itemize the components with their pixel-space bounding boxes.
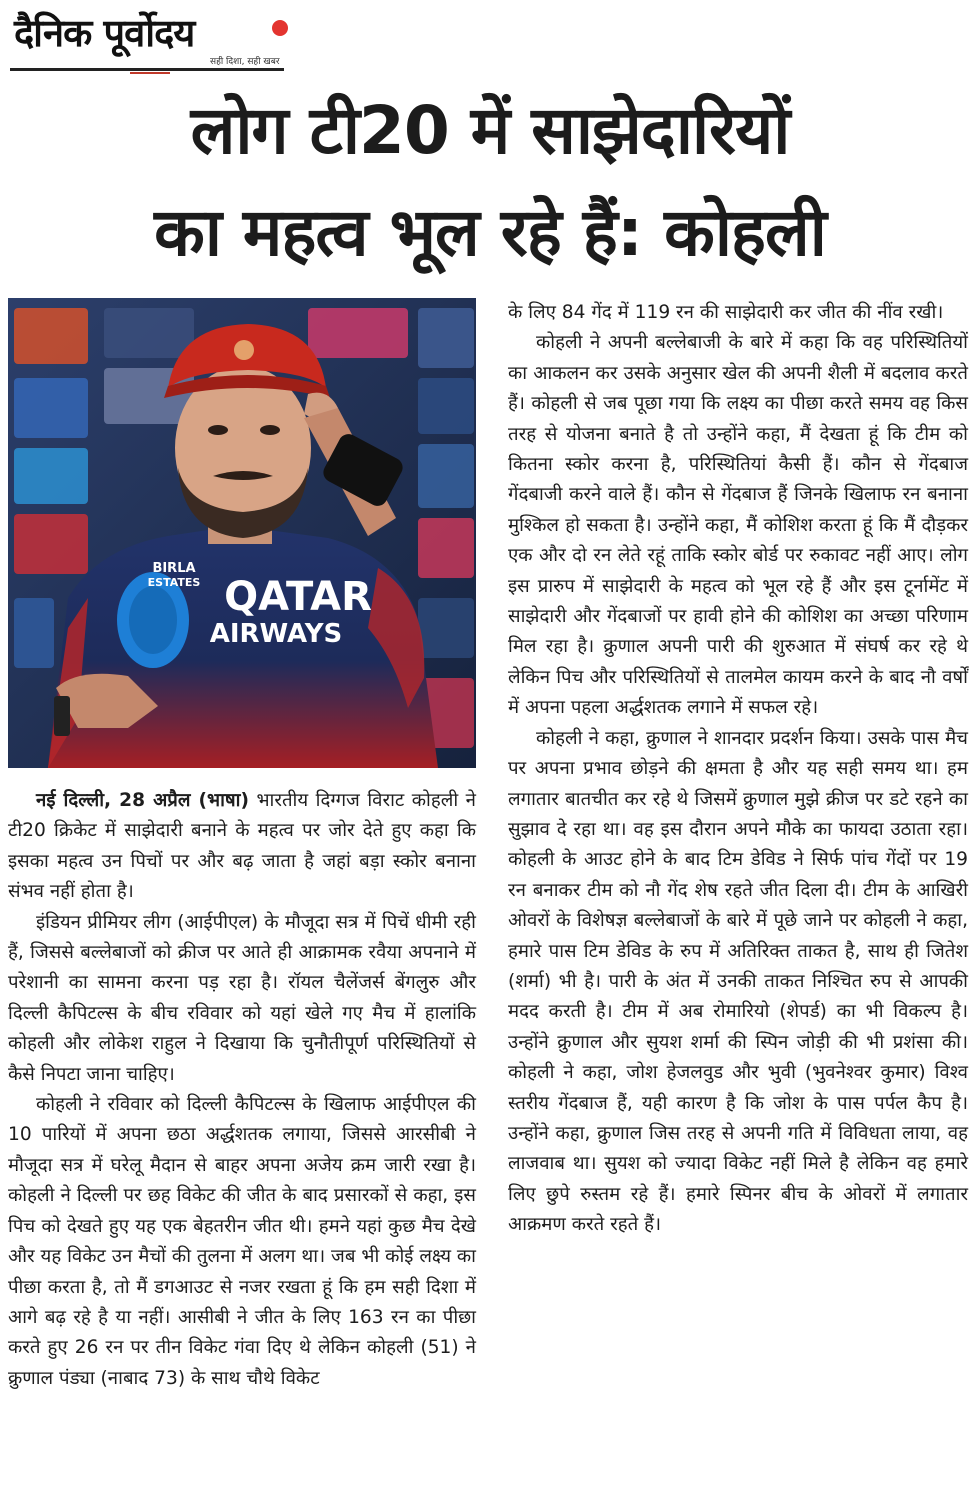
article-paragraph: इंडियन प्रीमियर लीग (आईपीएल) के मौजूदा सत्र में पिचें धीमी रही हैं, जिससे बल्लेबाजों को क्रीज पर आते ही आक्रामक रवैया अपनाने में परेशानी का सामना करना पड़ रहा है। रॉयल चैलेंजर्स बेंगलुरु और दिल्ली कैपिटल्स के बीच रविवार को यहां खेले गए मैच में हालांकि कोहली और लोकेश राहुल ने दिखाया कि चुनौतीपूर्ण परिस्थितियों से कैसे निपटा जाना चाहिए। xyxy=(8,911,476,1085)
newspaper-logo: दैनिक पूर्वोदय xyxy=(14,11,195,55)
headline-line-1: लोग टी20 में साझेदारियों xyxy=(190,92,790,169)
logo-dot-icon xyxy=(272,20,288,36)
paragraph-text: भारतीय दिग्गज विराट कोहली ने टी20 क्रिकेट में साझेदारी बनाने के महत्व पर जोर देते हुए कहा कि इसका महत्व उन पिचों पर और बढ़ जाता है जहां बड़ा स्कोर बनाना संभव नहीं होता है। xyxy=(8,790,477,903)
headline-line-2: का महत्व भूल रहे हैं: कोहली xyxy=(154,194,826,271)
masthead-rule xyxy=(10,68,284,71)
article-paragraph xyxy=(8,786,476,908)
article-paragraph: के लिए 84 गेंद में 119 रन की साझेदारी कर जीत की नींव रखी। xyxy=(508,302,944,323)
jersey xyxy=(48,530,438,768)
tagline: सही दिशा, सही खबर xyxy=(210,57,280,67)
right-eye xyxy=(260,425,280,435)
article-paragraph: कोहली ने अपनी बल्लेबाजी के बारे में कहा कि वह परिस्थितियों का आकलन कर उसके अनुसार खेल की अपनी शैली में बदलाव करते हैं। कोहली से जब पूछा गया कि लक्ष्य का पीछा करते समय वह किस तरह से योजना बनाते है तो उन्होंने कहा, मैं देखता हूं कि टीम को कितना स्कोर करना है, परिस्थितियां कैसी हैं। कौन से गेंदबाज गेंदबाजी करने वाले हैं। कौन से गेंदबाज हैं जिनके खिलाफ रन बनाना मुश्किल हो सकता है। उन्होंने कहा, मैं कोशिश करता हूं कि मैं दौड़कर एक और दो रन लेते रहूं ताकि स्कोर बोर्ड पर रुकावट नहीं आए। लोग इस प्रारुप में साझेदारी के महत्व को भूल रहे हैं और इस टूर्नामेंट में साझेदारी और गेंदबाजों पर हावी होने की कोशिश का अच्छा परिणाम मिल रहा है। क्रुणाल अपनी पारी की शुरुआत में संघर्ष कर रहे थे लेकिन पिच और परिस्थितियों से तालमेल कायम करने के बाद नौ वर्षों में अपना पहला अर्द्धशतक लगाने में सफल रहे। xyxy=(508,332,968,719)
sponsor-text-line-2: AIRWAYS xyxy=(209,619,343,649)
article-paragraph: कोहली ने रविवार को दिल्ली कैपिटल्स के खिलाफ आईपीएल की 10 पारियों में अपना छठा अर्द्धशतक लगाया, जिससे आरसीबी ने मौजूदा सत्र में घरेलू मैदान से बाहर अपना अजेय क्रम जारी रखा है। कोहली ने दिल्ली पर छह विकेट की जीत के बाद प्रसारकों से कहा, इस पिच को देखते हुए यह एक बेहतरीन जीत थी। हमने यहां कुछ मैच देखे और यह विकेट उन मैचों की तुलना में अलग था। जब भी कोई लक्ष्य का पीछा करता है, तो मैं डगआउट से नजर रखता हूं कि हम सही दिशा में आगे बढ़ रहे है या नहीं। आसीबी ने जीत के लिए 163 रन का पीछा करते हुए 26 रन पर तीन विकेट गंवा दिए थे लेकिन कोहली (51) ने क्रुणाल पंड्या (नाबाद 73) के साथ चौथे विकेट xyxy=(8,1094,477,1389)
masthead-accent-rule xyxy=(130,72,170,74)
article-column-left xyxy=(8,786,476,1394)
left-eye xyxy=(208,425,228,435)
watch xyxy=(54,696,70,736)
article-photo xyxy=(8,298,476,768)
sponsor-text-line-1: QATAR xyxy=(224,574,372,620)
chest-logo-line-2: ESTATES xyxy=(147,576,201,589)
cap-logo-icon xyxy=(234,340,254,360)
player-photo-illustration xyxy=(8,298,476,768)
article-paragraph: कोहली ने कहा, क्रुणाल ने शानदार प्रदर्शन किया। उसके पास मैच पर अपना प्रभाव छोड़ने की क्षमता है और यह सही समय था। हम लगातार बातचीत कर रहे थे जिसमें क्रुणाल मुझे क्रीज पर डटे रहने का सुझाव दे रहा था। वह इस दौरान अपने मौके का फायदा उठाता रहा। कोहली के आउट होने के बाद टिम डेविड ने सिर्फ पांच गेंदों पर 19 रन बनाकर टीम को नौ गेंद शेष रहते जीत दिला दी। टीम के आखिरी ओवरों के विशेषज्ञ बल्लेबाजों के बारे में पूछे जाने पर कोहली ने कहा, हमारे पास टिम डेविड के रुप में अतिरिक्त ताकत है, साथ ही जितेश (शर्मा) भी है। पारी के अंत में उनकी ताकत निश्चित रुप से आपकी मदद करती है। टीम में अब रोमारियो (शेपर्ड) का भी विकल्प है। उन्होंने क्रुणाल और सुयश शर्मा की स्पिन जोड़ी की भी प्रशंसा की। कोहली ने कहा, जोश हेजलवुड और भुवी (भुवनेश्वर कुमार) विश्व स्तरीय गेंदबाज हैं, यही कारण है कि जोश के पास पर्पल कैप है। उन्होंने कहा, क्रुणाल जिस तरह से अपनी गति में विविधता लाया, वह लाजवाब था। सुयश को ज्यादा विकेट नहीं मिले है लेकिन वह हमारे लिए छुपे रुस्तम रहे हैं। हमारे स्पिनर बीच के ओवरों में लगातार आक्रमण करते रहते हैं। xyxy=(508,727,968,1236)
chest-logo-line-1: BIRLA xyxy=(152,561,196,576)
dateline: नई दिल्ली, 28 अप्रैल (भाषा) xyxy=(36,790,249,811)
masthead xyxy=(10,8,284,72)
article-column-right xyxy=(508,298,968,1241)
